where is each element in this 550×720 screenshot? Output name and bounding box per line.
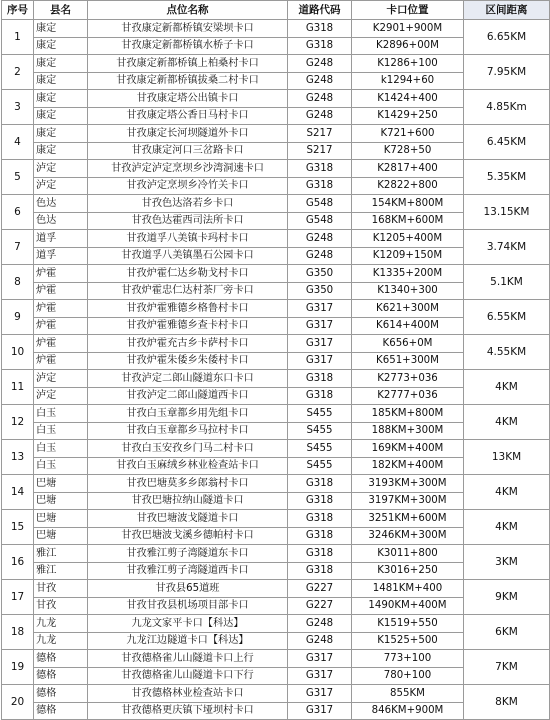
cell-road-code: G248	[288, 230, 352, 248]
cell-position: K3011+800	[352, 545, 464, 563]
cell-point-name: 甘孜康定河口三岔路卡口	[88, 142, 288, 160]
cell-road-code: S455	[288, 440, 352, 458]
cell-seq: 19	[2, 650, 34, 685]
cell-seq: 2	[2, 55, 34, 90]
cell-distance: 3KM	[464, 545, 550, 580]
cell-seq: 5	[2, 160, 34, 195]
cell-position: K656+0M	[352, 335, 464, 353]
cell-county: 九龙	[34, 615, 88, 633]
table-body	[2, 20, 550, 720]
cell-road-code: G318	[288, 475, 352, 493]
cell-point-name: 甘孜康定新都桥镇安梁坝卡口	[88, 20, 288, 38]
cell-point-name: 甘孜德格更庆镇下垭坝村卡口	[88, 702, 288, 720]
cell-county: 白玉	[34, 422, 88, 440]
cell-distance: 6KM	[464, 615, 550, 650]
cell-distance: 7.95KM	[464, 55, 550, 90]
cell-point-name: 甘孜巴塘波戈溪乡德帕村卡口	[88, 527, 288, 545]
cell-county: 康定	[34, 37, 88, 55]
cell-position: K2822+800	[352, 177, 464, 195]
cell-distance: 4KM	[464, 475, 550, 510]
cell-road-code: G318	[288, 562, 352, 580]
cell-seq: 1	[2, 20, 34, 55]
cell-position: 846KM+900M	[352, 702, 464, 720]
cell-distance: 9KM	[464, 580, 550, 615]
cell-position: 780+100	[352, 667, 464, 685]
cell-point-name: 甘孜县65道班	[88, 580, 288, 598]
cell-distance: 8KM	[464, 685, 550, 720]
cell-county: 炉霍	[34, 282, 88, 300]
cell-county: 德格	[34, 685, 88, 703]
table-row	[2, 230, 550, 248]
cell-point-name: 甘孜康定新都桥镇上柏桑村卡口	[88, 55, 288, 73]
cell-seq: 6	[2, 195, 34, 230]
table-row	[2, 55, 550, 73]
cell-county: 泸定	[34, 387, 88, 405]
cell-position: 1481KM+400	[352, 580, 464, 598]
cell-position: K721+600	[352, 125, 464, 143]
cell-point-name: 甘孜德格雀儿山隧道卡口下行	[88, 667, 288, 685]
table-row	[2, 685, 550, 703]
cell-road-code: G317	[288, 335, 352, 353]
cell-county: 炉霍	[34, 300, 88, 318]
cell-county: 巴塘	[34, 510, 88, 528]
cell-point-name: 甘孜康定塔公出镇卡口	[88, 90, 288, 108]
cell-position: K2896+00M	[352, 37, 464, 55]
cell-county: 道孚	[34, 230, 88, 248]
cell-road-code: G248	[288, 72, 352, 90]
cell-position: 188KM+300M	[352, 422, 464, 440]
table-row	[2, 580, 550, 598]
cell-position: K2901+900M	[352, 20, 464, 38]
cell-seq: 4	[2, 125, 34, 160]
header-seq: 序号	[2, 1, 34, 20]
cell-road-code: G227	[288, 580, 352, 598]
table-row	[2, 335, 550, 353]
cell-point-name: 甘孜色达霍西司法所卡口	[88, 212, 288, 230]
cell-point-name: 甘孜康定新都桥镇拔桑二村卡口	[88, 72, 288, 90]
cell-seq: 11	[2, 370, 34, 405]
cell-road-code: G317	[288, 352, 352, 370]
cell-county: 雅江	[34, 562, 88, 580]
cell-seq: 7	[2, 230, 34, 265]
cell-position: K1205+400M	[352, 230, 464, 248]
cell-county: 德格	[34, 667, 88, 685]
cell-road-code: G317	[288, 702, 352, 720]
cell-point-name: 甘孜德格雀儿山隧道卡口上行	[88, 650, 288, 668]
cell-distance: 6.65KM	[464, 20, 550, 55]
cell-distance: 4.85Km	[464, 90, 550, 125]
cell-road-code: G318	[288, 37, 352, 55]
cell-point-name: 甘孜白玉章都乡马拉村卡口	[88, 422, 288, 440]
cell-county: 德格	[34, 702, 88, 720]
table-row	[2, 90, 550, 108]
cell-road-code: G317	[288, 667, 352, 685]
cell-road-code: G317	[288, 300, 352, 318]
cell-road-code: G317	[288, 685, 352, 703]
cell-position: K614+400M	[352, 317, 464, 335]
cell-road-code: G317	[288, 317, 352, 335]
cell-county: 康定	[34, 107, 88, 125]
cell-county: 康定	[34, 72, 88, 90]
header-row	[2, 1, 550, 20]
cell-position: K2773+036	[352, 370, 464, 388]
cell-road-code: S217	[288, 125, 352, 143]
cell-position: K1429+250	[352, 107, 464, 125]
table-row	[2, 20, 550, 38]
cell-position: K1424+400	[352, 90, 464, 108]
cell-distance: 5.1KM	[464, 265, 550, 300]
cell-county: 白玉	[34, 457, 88, 475]
cell-county: 康定	[34, 125, 88, 143]
cell-county: 泸定	[34, 370, 88, 388]
cell-county: 炉霍	[34, 265, 88, 283]
cell-seq: 15	[2, 510, 34, 545]
table-row	[2, 475, 550, 493]
cell-position: K1519+550	[352, 615, 464, 633]
cell-distance: 6.45KM	[464, 125, 550, 160]
cell-road-code: S455	[288, 405, 352, 423]
cell-seq: 8	[2, 265, 34, 300]
cell-seq: 12	[2, 405, 34, 440]
cell-position: K1286+100	[352, 55, 464, 73]
cell-seq: 14	[2, 475, 34, 510]
cell-road-code: G317	[288, 650, 352, 668]
cell-position: K1209+150M	[352, 247, 464, 265]
table-row	[2, 545, 550, 563]
cell-county: 炉霍	[34, 335, 88, 353]
cell-point-name: 甘孜甘孜县机场项目部卡口	[88, 597, 288, 615]
cell-road-code: G318	[288, 370, 352, 388]
cell-distance: 5.35KM	[464, 160, 550, 195]
cell-point-name: 甘孜康定长河坝隧道外卡口	[88, 125, 288, 143]
cell-seq: 10	[2, 335, 34, 370]
cell-road-code: G318	[288, 510, 352, 528]
cell-position: 1490KM+400M	[352, 597, 464, 615]
cell-county: 巴塘	[34, 492, 88, 510]
cell-county: 甘孜	[34, 597, 88, 615]
cell-road-code: G350	[288, 265, 352, 283]
header-point-name: 点位名称	[88, 1, 288, 20]
header-road-code: 道路代码	[288, 1, 352, 20]
cell-point-name: 甘孜炉霍充古乡卡萨村卡口	[88, 335, 288, 353]
cell-point-name: 甘孜巴塘拉纳山隧道卡口	[88, 492, 288, 510]
cell-position: K2777+036	[352, 387, 464, 405]
cell-position: 168KM+600M	[352, 212, 464, 230]
cell-county: 白玉	[34, 405, 88, 423]
cell-point-name: 甘孜道孚八美镇墨石公园卡口	[88, 247, 288, 265]
cell-point-name: 甘孜雅江剪子湾隧道西卡口	[88, 562, 288, 580]
table-row	[2, 125, 550, 143]
cell-point-name: 甘孜泸定二郎山隧道东口卡口	[88, 370, 288, 388]
cell-county: 白玉	[34, 440, 88, 458]
cell-county: 巴塘	[34, 527, 88, 545]
cell-point-name: 甘孜炉霍朱倭乡朱倭村卡口	[88, 352, 288, 370]
cell-point-name: 甘孜炉霍雅德乡格鲁村卡口	[88, 300, 288, 318]
cell-position: 169KM+400M	[352, 440, 464, 458]
table-row	[2, 300, 550, 318]
cell-position: K621+300M	[352, 300, 464, 318]
cell-county: 色达	[34, 212, 88, 230]
table-row	[2, 195, 550, 213]
cell-seq: 13	[2, 440, 34, 475]
cell-county: 泸定	[34, 177, 88, 195]
cell-position: 773+100	[352, 650, 464, 668]
cell-road-code: S455	[288, 422, 352, 440]
cell-county: 康定	[34, 55, 88, 73]
cell-point-name: 甘孜道孚八美镇卡玛村卡口	[88, 230, 288, 248]
cell-road-code: G318	[288, 545, 352, 563]
cell-distance: 13KM	[464, 440, 550, 475]
cell-point-name: 甘孜泸定烹坝乡冷竹关卡口	[88, 177, 288, 195]
cell-point-name: 甘孜白玉章都乡用先组卡口	[88, 405, 288, 423]
cell-road-code: G318	[288, 20, 352, 38]
cell-seq: 16	[2, 545, 34, 580]
cell-position: 3193KM+300M	[352, 475, 464, 493]
cell-county: 色达	[34, 195, 88, 213]
cell-point-name: 甘孜德格林业检查站卡口	[88, 685, 288, 703]
table-row	[2, 160, 550, 178]
cell-road-code: G248	[288, 90, 352, 108]
cell-position: K728+50	[352, 142, 464, 160]
cell-seq: 3	[2, 90, 34, 125]
table-row	[2, 650, 550, 668]
cell-distance: 13.15KM	[464, 195, 550, 230]
cell-county: 炉霍	[34, 317, 88, 335]
cell-distance: 4KM	[464, 370, 550, 405]
cell-distance: 7KM	[464, 650, 550, 685]
cell-distance: 4KM	[464, 510, 550, 545]
cell-road-code: G350	[288, 282, 352, 300]
cell-position: K3016+250	[352, 562, 464, 580]
cell-point-name: 甘孜白玉安孜乡门马二村卡口	[88, 440, 288, 458]
cell-county: 康定	[34, 20, 88, 38]
table-row	[2, 440, 550, 458]
cell-road-code: G248	[288, 247, 352, 265]
cell-county: 甘孜	[34, 580, 88, 598]
cell-county: 德格	[34, 650, 88, 668]
cell-seq: 9	[2, 300, 34, 335]
header-county: 县名	[34, 1, 88, 20]
cell-distance: 6.55KM	[464, 300, 550, 335]
header-position: 卡口位置	[352, 1, 464, 20]
cell-point-name: 甘孜雅江剪子湾隧道东卡口	[88, 545, 288, 563]
cell-position: 3197KM+300M	[352, 492, 464, 510]
cell-point-name: 甘孜色达洛若乡卡口	[88, 195, 288, 213]
table-row	[2, 510, 550, 528]
cell-road-code: G548	[288, 212, 352, 230]
cell-county: 康定	[34, 90, 88, 108]
cell-road-code: G248	[288, 55, 352, 73]
cell-road-code: G248	[288, 107, 352, 125]
checkpoint-table	[1, 0, 550, 720]
cell-county: 九龙	[34, 632, 88, 650]
cell-point-name: 甘孜炉霍雅德乡查卡村卡口	[88, 317, 288, 335]
cell-point-name: 九龙文家平卡口【科达】	[88, 615, 288, 633]
cell-point-name: 甘孜巴塘波戈隧道卡口	[88, 510, 288, 528]
cell-position: K651+300M	[352, 352, 464, 370]
cell-distance: 4.55KM	[464, 335, 550, 370]
cell-position: K1340+300	[352, 282, 464, 300]
cell-position: K2817+400	[352, 160, 464, 178]
cell-road-code: G318	[288, 177, 352, 195]
cell-road-code: G248	[288, 632, 352, 650]
cell-point-name: 甘孜炉霍仁达乡勒戈村卡口	[88, 265, 288, 283]
cell-road-code: G318	[288, 160, 352, 178]
cell-position: k1294+60	[352, 72, 464, 90]
cell-point-name: 甘孜康定新都桥镇水桥子卡口	[88, 37, 288, 55]
cell-road-code: G318	[288, 387, 352, 405]
cell-county: 道孚	[34, 247, 88, 265]
cell-point-name: 甘孜泸定泸定烹坝乡沙湾洞速卡口	[88, 160, 288, 178]
cell-road-code: G318	[288, 527, 352, 545]
cell-county: 炉霍	[34, 352, 88, 370]
cell-distance: 4KM	[464, 405, 550, 440]
cell-seq: 20	[2, 685, 34, 720]
cell-road-code: G318	[288, 492, 352, 510]
cell-position: 185KM+800M	[352, 405, 464, 423]
cell-position: 182KM+400M	[352, 457, 464, 475]
cell-county: 雅江	[34, 545, 88, 563]
cell-point-name: 甘孜巴塘莫多乡郎翁村卡口	[88, 475, 288, 493]
cell-position: K1335+200M	[352, 265, 464, 283]
cell-road-code: G548	[288, 195, 352, 213]
cell-county: 巴塘	[34, 475, 88, 493]
cell-county: 康定	[34, 142, 88, 160]
cell-point-name: 甘孜白玉麻绒乡林业检查站卡口	[88, 457, 288, 475]
cell-distance: 3.74KM	[464, 230, 550, 265]
cell-position: 3246KM+300M	[352, 527, 464, 545]
cell-position: 855KM	[352, 685, 464, 703]
cell-road-code: S217	[288, 142, 352, 160]
cell-position: 3251KM+600M	[352, 510, 464, 528]
cell-road-code: G227	[288, 597, 352, 615]
cell-point-name: 甘孜炉霍忠仁达村茶厂旁卡口	[88, 282, 288, 300]
header-distance: 区间距离	[464, 1, 550, 20]
table-row	[2, 405, 550, 423]
cell-road-code: G248	[288, 615, 352, 633]
cell-position: 154KM+800M	[352, 195, 464, 213]
cell-point-name: 甘孜泸定二郎山隧道西卡口	[88, 387, 288, 405]
table-row	[2, 370, 550, 388]
cell-point-name: 甘孜康定塔公香日马村卡口	[88, 107, 288, 125]
cell-seq: 18	[2, 615, 34, 650]
cell-position: K1525+500	[352, 632, 464, 650]
table-row	[2, 615, 550, 633]
cell-county: 泸定	[34, 160, 88, 178]
cell-seq: 17	[2, 580, 34, 615]
table-row	[2, 265, 550, 283]
cell-road-code: S455	[288, 457, 352, 475]
cell-point-name: 九龙江边隧道卡口【科达】	[88, 632, 288, 650]
